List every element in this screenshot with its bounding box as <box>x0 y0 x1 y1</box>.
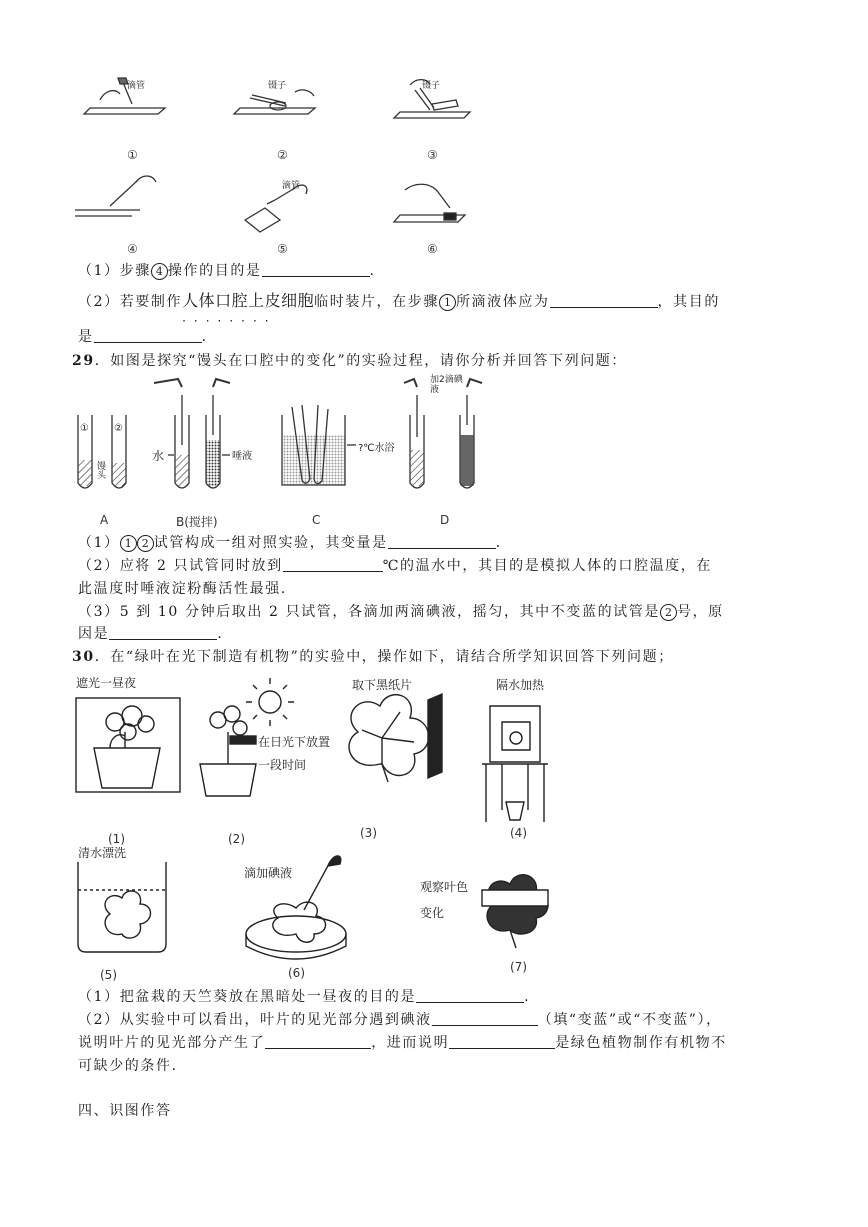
fig28-label-1: 滴管 <box>127 81 146 91</box>
fig30-caption-2: (2) <box>228 832 245 846</box>
saliva-label: 唾液 <box>232 451 252 462</box>
q28-part2: （2）若要制作人体口腔上皮细胞 ········ 临时装片，在步骤 1 所滴液体应为 ，其目的 <box>78 291 720 328</box>
q30-figure <box>70 672 570 984</box>
fig28-label-2: 镊子 <box>268 81 287 91</box>
fig30-caption-6: (6) <box>288 966 305 980</box>
answer-blank[interactable] <box>388 534 496 549</box>
fig28-label-3: 镊子 <box>422 81 441 91</box>
q29-part2-cont: 此温度时唾液淀粉酶活性最强. <box>78 581 287 597</box>
q28-figure-drawing <box>70 70 490 260</box>
q29-part3-cont: 因是 . <box>78 626 224 642</box>
answer-blank[interactable] <box>449 1034 555 1049</box>
question-number: 30 <box>72 649 95 665</box>
q29-part1: （1） 1 2 试管构成一组对照实验，其变量是 . <box>78 535 502 551</box>
q28-part1: （1）步骤 4 操作的目的是 . <box>78 263 376 279</box>
answer-blank[interactable] <box>265 1034 371 1049</box>
q29-stem: 29．如图是探究“馒头在口腔中的变化”的实验过程，请你分析并回答下列问题： <box>72 353 627 369</box>
answer-blank[interactable] <box>283 557 383 572</box>
q29-figure <box>70 375 500 530</box>
answer-blank[interactable] <box>550 293 658 308</box>
fig29-caption-c: C <box>312 513 321 527</box>
step2-label-line2: 一段时间 <box>258 758 307 772</box>
step-number-circle: 4 <box>151 263 168 280</box>
answer-blank[interactable] <box>94 328 202 343</box>
emphasis-text: 人体口腔上皮细胞 ········ <box>182 291 315 328</box>
step2-label-line1: 在日光下放置 <box>258 735 331 749</box>
fig29-caption-d: D <box>440 513 450 527</box>
answer-blank[interactable] <box>109 625 217 640</box>
step1-label: 遮光一昼夜 <box>76 676 137 690</box>
tube-2-label: ② <box>114 423 123 434</box>
fig28-label-5: 滴管 <box>282 181 301 191</box>
q28-figure <box>70 70 490 260</box>
q28-part2-cont: 是 . <box>78 329 208 345</box>
tube-number-circle: 1 <box>120 535 137 552</box>
step3-label: 取下黑纸片 <box>352 678 413 692</box>
answer-blank[interactable] <box>416 988 524 1003</box>
step6-label: 滴加碘液 <box>244 866 293 880</box>
tube-number-circle: 2 <box>660 604 677 621</box>
q30-stem: 30．在“绿叶在光下制造有机物”的实验中，操作如下，请结合所学知识回答下列问题； <box>72 649 674 665</box>
fig30-caption-7: (7) <box>510 960 527 974</box>
answer-blank[interactable] <box>262 262 370 277</box>
q30-part1: （1）把盆栽的天竺葵放在黑暗处一昼夜的目的是 . <box>78 989 531 1005</box>
fig28-caption-4: ④ <box>127 242 138 256</box>
mantou-label: 馒头 <box>95 461 105 479</box>
water-bath-label: ?℃水浴 <box>358 443 395 454</box>
fig29-caption-a: A <box>100 513 109 527</box>
fig30-caption-5: (5) <box>100 968 117 982</box>
iodine-label: 加2滴碘液 <box>430 375 463 395</box>
q30-part2: （2）从实验中可以看出，叶片的见光部分遇到碘液 （填“变蓝”或“不变蓝”）， <box>78 1012 722 1028</box>
fig30-caption-1: (1) <box>108 832 125 846</box>
q30-figure-drawing <box>70 672 570 984</box>
q30-part2-cont2: 可缺少的条件. <box>78 1058 178 1074</box>
fig30-caption-3: (3) <box>360 826 377 840</box>
q29-part2: （2）应将 2 只试管同时放到 ℃的温水中，其目的是模拟人体的口腔温度，在 <box>78 558 712 574</box>
tube-1-label: ① <box>80 423 89 434</box>
step4-label: 隔水加热 <box>496 678 545 692</box>
q29-figure-drawing <box>70 375 500 530</box>
fig29-caption-b: B(搅拌) <box>176 515 218 529</box>
fig28-caption-3: ③ <box>427 148 438 162</box>
fig28-caption-2: ② <box>277 148 288 162</box>
step-number-circle: 1 <box>439 294 456 311</box>
fig30-caption-4: (4) <box>510 826 527 840</box>
step7-label-line2: 变化 <box>420 906 445 920</box>
step7-label-line1: 观察叶色 <box>420 880 469 894</box>
question-number: 29 <box>72 353 95 369</box>
q29-part3: （3）5 到 10 分钟后取出 2 只试管，各滴加两滴碘液，摇匀，其中不变蓝的试管是 2 号，原 <box>78 604 724 620</box>
fig28-caption-1: ① <box>127 148 138 162</box>
tube-number-circle: 2 <box>137 535 154 552</box>
answer-blank[interactable] <box>432 1011 538 1026</box>
emphasis-dots: ········ <box>182 314 277 328</box>
fig28-caption-5: ⑤ <box>277 242 288 256</box>
water-label: 水 <box>152 449 165 463</box>
q30-part2-cont: 说明叶片的见光部分产生了 ，进而说明 是绿色植物制作有机物不 <box>78 1035 727 1051</box>
step5-label: 清水漂洗 <box>78 846 127 860</box>
fig28-caption-6: ⑥ <box>427 242 438 256</box>
section-title: 四、识图作答 <box>78 1103 172 1119</box>
